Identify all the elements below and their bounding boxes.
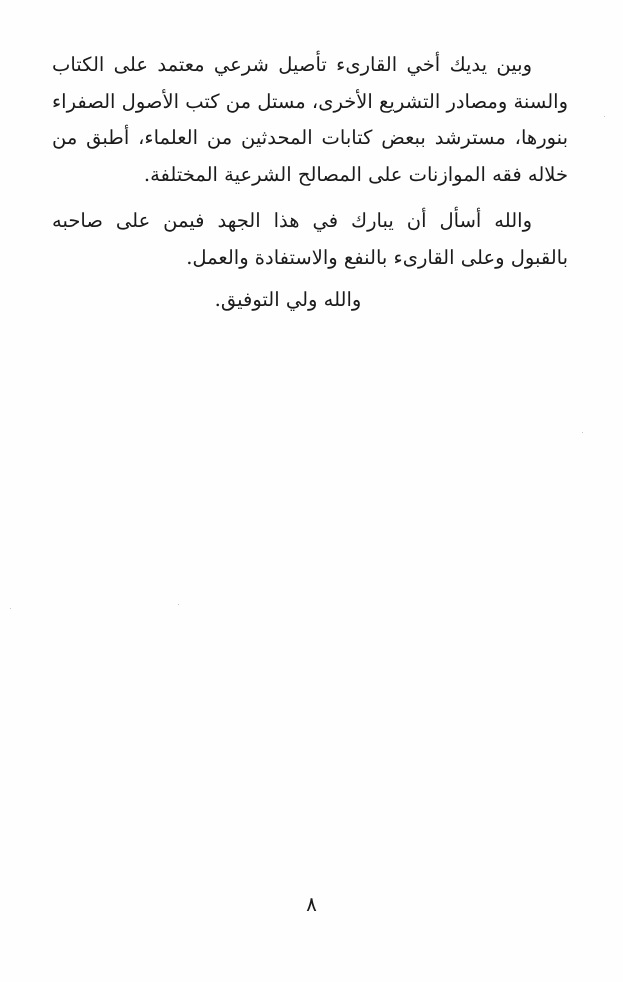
scan-speck <box>582 432 583 433</box>
page-number: ٨ <box>306 892 317 916</box>
paragraph-supplication: والله أسأل أن يبارك في هذا الجهد فيمن على صاحبه بالقبول وعلى القارىء بالنفع والاستفادة والعمل. <box>52 209 568 269</box>
scan-speck <box>178 604 179 605</box>
body-text <box>52 47 568 319</box>
scan-speck <box>10 608 11 609</box>
paragraph-introduction: وبين يديك أخي القارىء تأصيل شرعي معتمد على الكتاب والسنة ومصادر التشريع الأخرى، مستل من كتب الأصول الصفراء بنورها، مسترشد ببعض كتابات المحدثين من العلماء، أطبق من خلاله فقه الموازنات على المصالح الشرعية المختلفة. <box>52 53 568 186</box>
paragraph-closing: والله ولي التوفيق. <box>214 288 362 311</box>
scan-speck <box>604 116 605 117</box>
